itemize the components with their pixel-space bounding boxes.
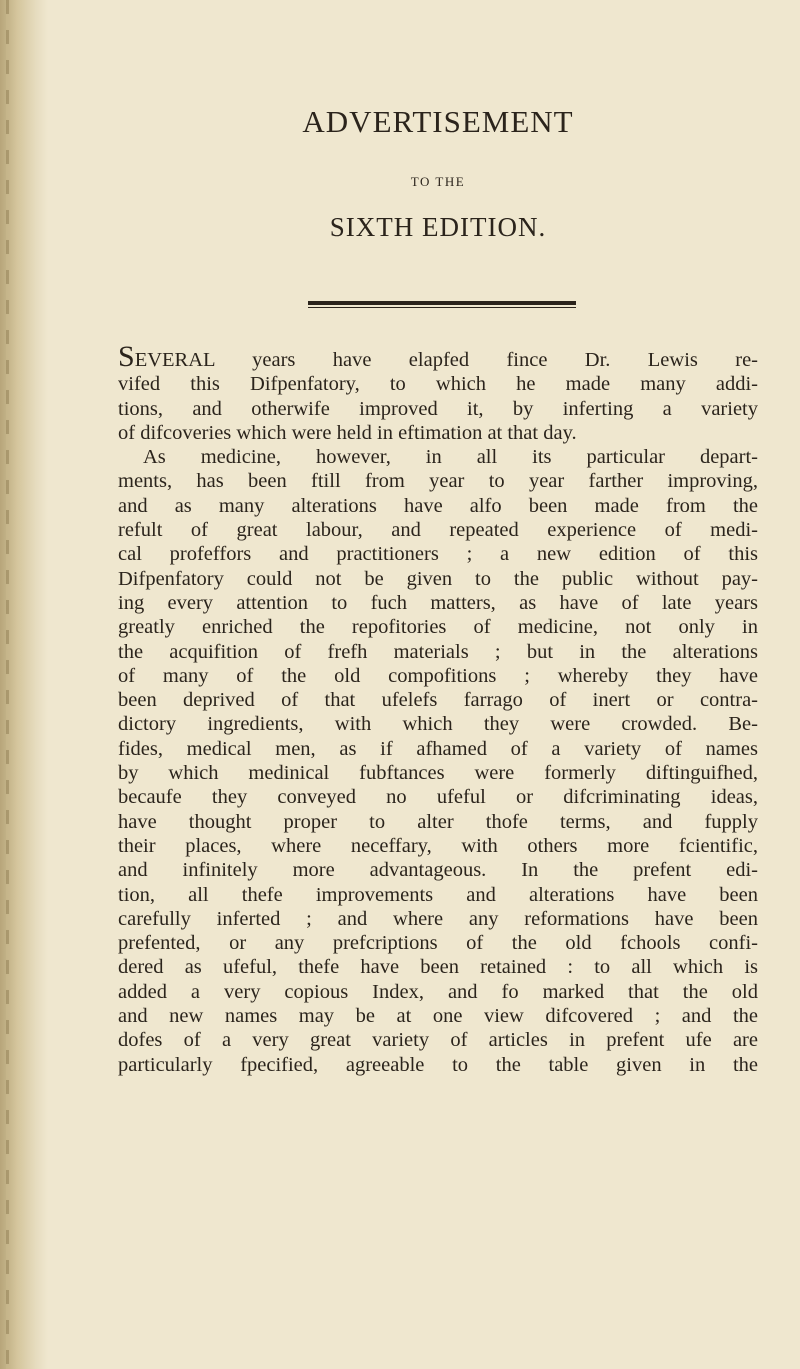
text-line: and as many alterations have alfo been made from the xyxy=(118,494,758,517)
subtitle-to: TO THE xyxy=(410,174,466,189)
drop-cap: S xyxy=(118,340,135,373)
text-line: by which medinical fubftances were formerly diftinguifhed, xyxy=(118,762,758,785)
text-line: tions, and otherwife improved it, by inferting a variety xyxy=(118,397,758,420)
text-line: prefented, or any prefcriptions of the old fchools confi- xyxy=(118,932,758,955)
page-content xyxy=(118,0,758,1077)
text-line: fides, medical men, as if afhamed of a variety of names xyxy=(118,737,758,760)
text-line: dered as ufeful, thefe have been retained : to all which is xyxy=(118,956,758,979)
text-line: and new names may be at one view difcovered ; and the xyxy=(118,1005,758,1028)
text-line: carefully inferted ; and where any reformations have been xyxy=(118,907,758,930)
page-title: ADVERTISEMENT xyxy=(302,104,574,139)
text-line: Difpenfatory could not be given to the public without pay- xyxy=(118,567,758,590)
text-line: As medicine, however, in all its particular depart- xyxy=(143,446,758,469)
page-binding-edge xyxy=(0,0,48,1369)
text-line: cal profeffors and practitioners ; a new edition of this xyxy=(118,543,758,566)
text-line: refult of great labour, and repeated experience of medi- xyxy=(118,519,758,542)
decorative-rule xyxy=(308,301,576,305)
text-line: dictory ingredients, with which they were crowded. Be- xyxy=(118,713,758,736)
text-line xyxy=(118,340,758,373)
text-line: ing every attention to fuch matters, as have of late years xyxy=(118,591,758,614)
text-line: of difcoveries which were held in eftimation at that day. xyxy=(118,421,577,444)
text-line: tion, all thefe improvements and alterations have been xyxy=(118,883,758,906)
text-line: the acquifition of frefh materials ; but in the alterations xyxy=(118,640,758,663)
text-line: greatly enriched the repofitories of medicine, not only in xyxy=(118,616,758,639)
text-line: becaufe they conveyed no ufeful or difcriminating ideas, xyxy=(118,786,758,809)
advertisement-text xyxy=(118,340,758,1077)
text-line: have thought proper to alter thofe terms, and fupply xyxy=(118,810,758,833)
text-line: been deprived of that ufelefs farrago of inert or contra- xyxy=(118,689,758,712)
text-line: of many of the old compofitions ; whereby they have xyxy=(118,664,758,687)
text-line-fragment: EVERAL years have elapfed fince Dr. Lewis re- xyxy=(134,349,758,371)
text-line: and infinitely more advantageous. In the prefent edi- xyxy=(118,859,758,882)
text-line: added a very copious Index, and fo marked that the old xyxy=(118,980,758,1003)
text-line: their places, where neceffary, with others more fcientific, xyxy=(118,834,758,857)
text-line: ments, has been ftill from year to year farther improving, xyxy=(118,470,758,493)
text-line: particularly fpecified, agreeable to the table given in the xyxy=(118,1053,758,1076)
subtitle-edition: SIXTH EDITION. xyxy=(329,212,547,242)
text-line: vifed this Difpenfatory, to which he made many addi- xyxy=(118,373,758,396)
text-line: dofes of a very great variety of articles in prefent ufe are xyxy=(118,1029,758,1052)
